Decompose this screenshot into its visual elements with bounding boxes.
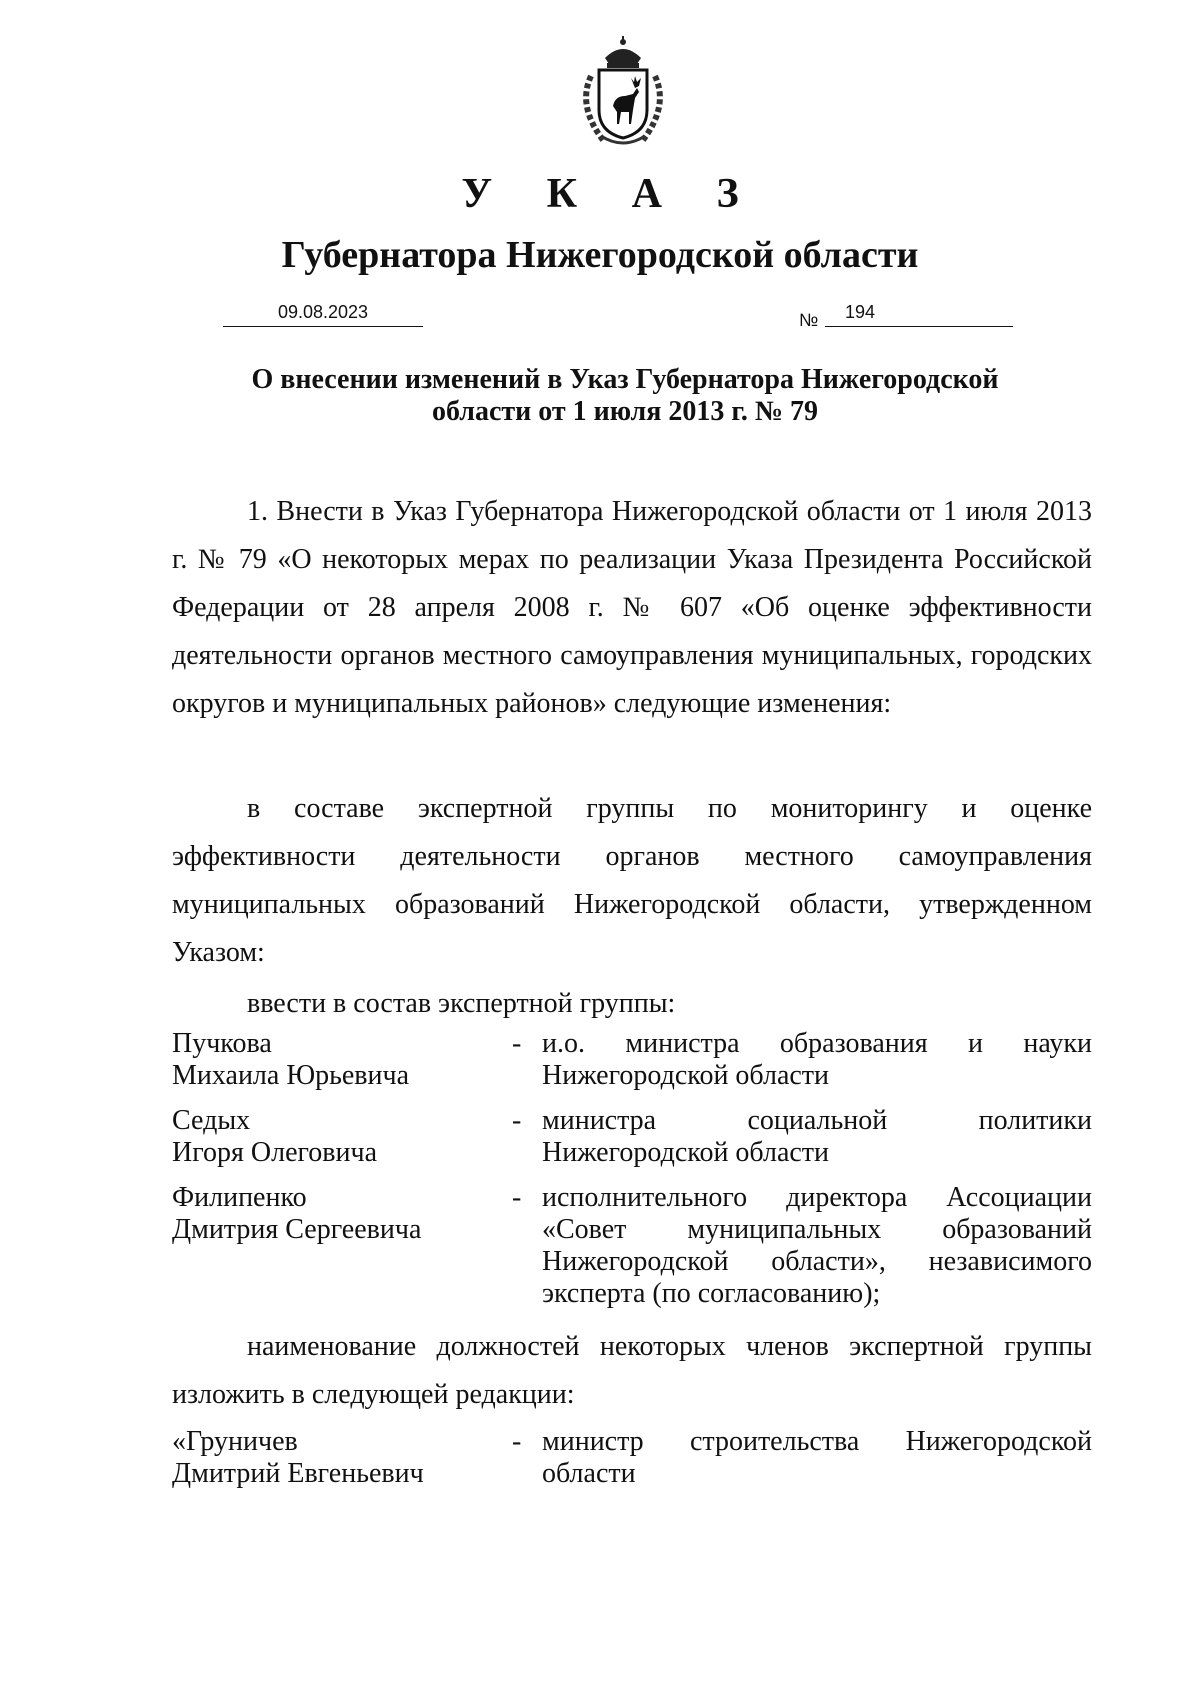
member-name: Пучкова Михаила Юрьевича bbox=[172, 1028, 410, 1091]
decree-date: 09.08.2023 bbox=[277, 302, 369, 322]
member-position: исполнительного директора Ассоциации «Совет муниципальных образований Нижегородской области», независимого эксперта (по согласованию); bbox=[542, 1182, 1092, 1309]
paragraph-4: наименование должностей некоторых членов экспертной группы изложить в следующей редакции: bbox=[172, 1331, 1092, 1410]
member-dash: - bbox=[512, 1426, 522, 1457]
member-position: министра социальной политики Нижегородской области bbox=[542, 1105, 1092, 1168]
member-name: Филипенко Дмитрия Сергеевича bbox=[172, 1182, 422, 1245]
coat-of-arms-emblem bbox=[563, 36, 683, 150]
number-sign: № bbox=[799, 310, 819, 330]
member-dash: - bbox=[512, 1182, 522, 1213]
member-dash: - bbox=[512, 1028, 522, 1059]
decree-issuer: Губернатора Нижегородской области bbox=[281, 234, 919, 276]
member-name: Седых Игоря Олеговича bbox=[172, 1105, 378, 1168]
paragraph-2: в составе экспертной группы по мониторингу и оценке эффективности деятельности органов местного самоуправления муниципальных образований Нижегородской области, утвержденном Указом: bbox=[172, 793, 1092, 968]
member-dash: - bbox=[512, 1105, 522, 1136]
paragraph-1: 1. Внести в Указ Губернатора Нижегородской области от 1 июля 2013 г. № 79 «О некоторых мерах по реализации Указа Президента Российской Федерации от 28 апреля 2008 г. № 607 «Об оценке эффективности деятельности органов местного самоуправления муниципальных, городских округов и муниципальных районов» следующие изменения: bbox=[172, 496, 1092, 719]
paragraph-3: ввести в состав экспертной группы: bbox=[247, 988, 676, 1019]
decree-number: 194 bbox=[845, 302, 876, 322]
date-underline bbox=[223, 326, 423, 327]
member-name: «Груничев Дмитрий Евгеньевич bbox=[172, 1426, 424, 1489]
crown-icon bbox=[605, 36, 641, 68]
member-position: министр строительства Нижегородской области bbox=[542, 1426, 1092, 1489]
decree-title: У К А З bbox=[461, 171, 761, 217]
subject-line-2: области от 1 июля 2013 г. № 79 bbox=[431, 396, 819, 427]
decree-subject bbox=[160, 364, 1090, 428]
number-underline bbox=[825, 326, 1013, 327]
member-position: и.о. министра образования и науки Нижегородской области bbox=[542, 1028, 1092, 1091]
subject-line-1: О внесении изменений в Указ Губернатора Нижегородской bbox=[251, 364, 999, 395]
